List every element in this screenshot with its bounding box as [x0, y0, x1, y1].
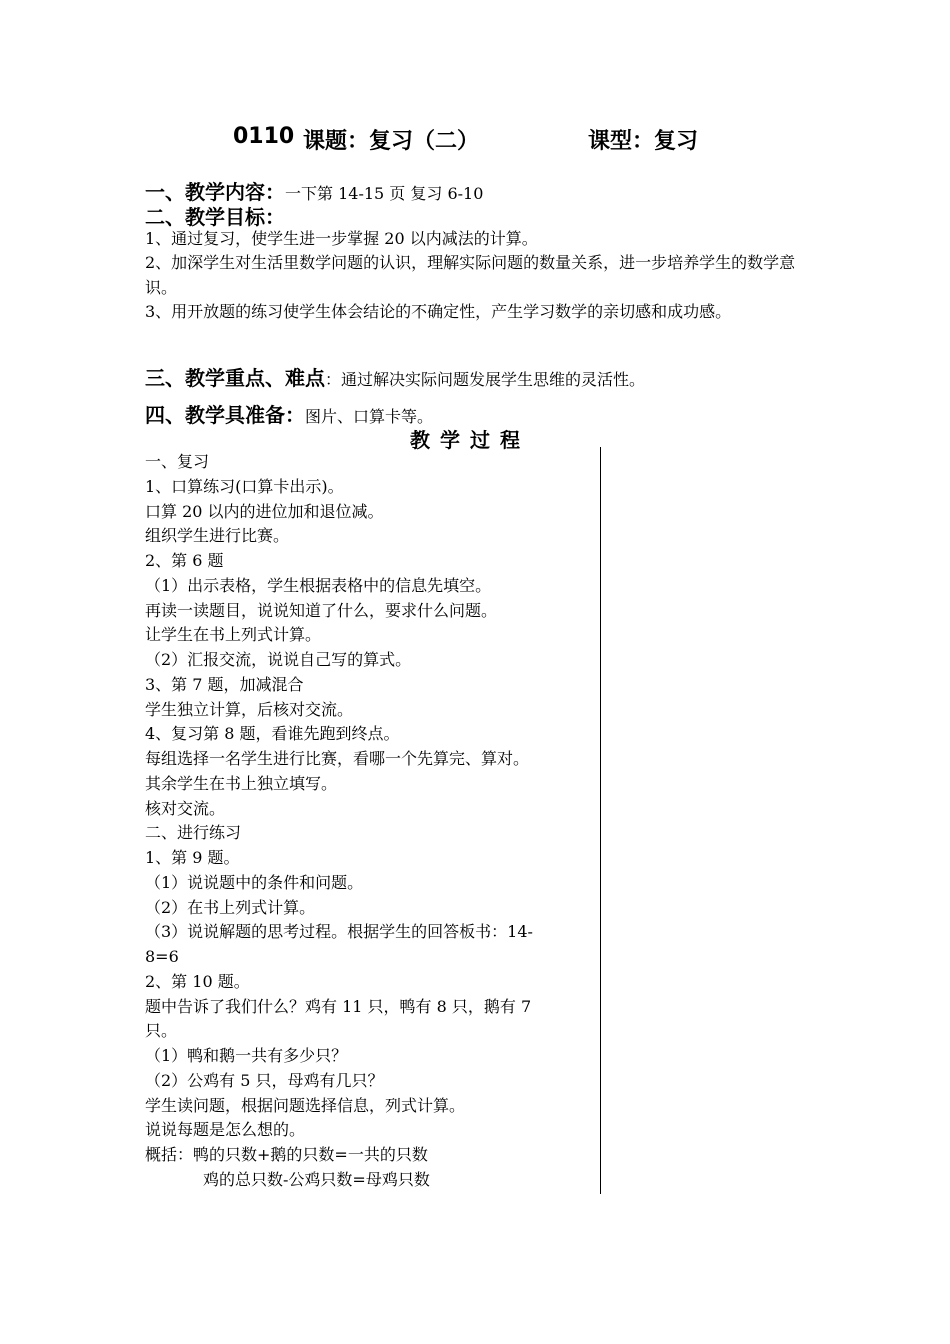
- process-line: 让学生在书上列式计算。: [145, 625, 322, 645]
- process-line: 组织学生进行比赛。: [145, 526, 290, 546]
- process-body: [145, 450, 597, 1193]
- process-line: （1）出示表格，学生根据表格中的信息先填空。: [145, 575, 492, 595]
- section-key-points: [145, 362, 645, 391]
- process-line: 1、第 9 题。: [145, 848, 240, 867]
- lesson-type: 课型：复习: [588, 129, 699, 154]
- lesson-topic: 课题：复习（二）: [303, 129, 480, 154]
- goal-item: 3、用开放题的练习使学生体会结论的不确定性，产生学习数学的亲切感和成功感。: [145, 302, 732, 321]
- process-line: 二、进行练习: [145, 823, 242, 843]
- process-line: 2、第 6 题: [145, 551, 224, 570]
- process-line: 概括：鸭的只数+鹅的只数=一共的只数: [145, 1145, 428, 1164]
- process-line: 每组选择一名学生进行比赛，看哪一个先算完、算对。: [145, 749, 530, 768]
- process-line: 1、口算练习(口算卡出示)。: [145, 476, 344, 496]
- process-line: 只。: [145, 1021, 178, 1041]
- section-goals-heading: 二、教学目标：: [145, 205, 285, 229]
- process-line: （1）说说题中的条件和问题。: [145, 872, 364, 892]
- lesson-code: 0110: [233, 124, 295, 149]
- section-materials-value: 图片、口算卡等。: [305, 407, 434, 426]
- section-key-points-value: ：通过解决实际问题发展学生思维的灵活性。: [325, 370, 646, 389]
- process-line: 题中告诉了我们什么？鸡有 11 只，鸭有 8 只，鹅有 7: [145, 996, 532, 1016]
- process-line: （2）公鸡有 5 只，母鸡有几只？: [145, 1070, 384, 1090]
- section-content-value: 一下第 14-15 页 复习 6-10: [285, 184, 484, 203]
- process-line: （2）在书上列式计算。: [145, 897, 316, 917]
- process-line: （1）鸭和鹅一共有多少只？: [145, 1046, 348, 1065]
- goal-item: 1、通过复习，使学生进一步掌握 20 以内减法的计算。: [145, 229, 538, 248]
- process-line: 4、复习第 8 题，看谁先跑到终点。: [145, 724, 400, 744]
- process-line: 说说每题是怎么想的。: [145, 1120, 306, 1140]
- lesson-title: [233, 122, 753, 156]
- section-materials-heading: 四、教学具准备：: [145, 403, 305, 427]
- process-line: 8=6: [145, 947, 179, 966]
- section-content-heading: 一、教学内容：: [145, 180, 285, 204]
- goal-item: 2、加深学生对生活里数学问题的认识，理解实际问题的数量关系，进一步培养学生的数学意识。: [145, 253, 796, 297]
- process-line: 一、复习: [145, 452, 210, 471]
- process-line: 口算 20 以内的进位加和退位减。: [145, 501, 384, 521]
- process-line: 核对交流。: [145, 798, 226, 818]
- process-line: 再读一读题目，说说知道了什么，要求什么问题。: [145, 600, 498, 620]
- process-line: 2、第 10 题。: [145, 971, 250, 991]
- process-line: 其余学生在书上独立填写。: [145, 773, 338, 793]
- section-key-points-heading: 三、教学重点、难点: [145, 366, 325, 390]
- column-divider: [600, 447, 601, 1194]
- process-line: 学生读问题，根据问题选择信息，列式计算。: [145, 1095, 466, 1115]
- section-materials: [145, 399, 433, 428]
- process-line: （2）汇报交流，说说自己写的算式。: [145, 650, 412, 669]
- process-line: 3、第 7 题，加减混合: [145, 674, 304, 694]
- process-line: （3）说说解题的思考过程。根据学生的回答板书：14-: [145, 922, 533, 942]
- process-line: 学生独立计算，后核对交流。: [145, 699, 354, 719]
- process-title: 教学过程: [410, 428, 530, 452]
- process-line: 鸡的总只数-公鸡只数=母鸡只数: [203, 1169, 430, 1189]
